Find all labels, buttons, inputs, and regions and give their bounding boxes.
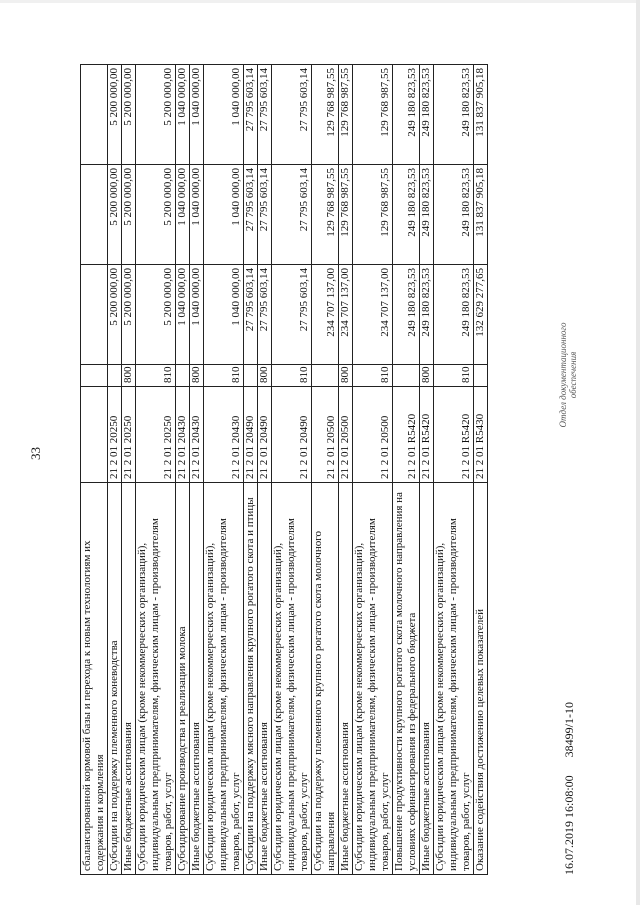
row-code xyxy=(81,387,108,483)
row-name: Субсидии юридическим лицам (кроме некоммерческих организаций), индивидуальным предпринимателям, физическим лицам - производителям товаров, работ, услуг xyxy=(434,483,474,875)
row-value-2019: 5 200 000,00 xyxy=(108,265,122,365)
row-kvr: 800 xyxy=(339,365,353,387)
row-name: Субсидии юридическим лицам (кроме некоммерческих организаций), индивидуальным предпринимателям, физическим лицам - производителям товаров, работ, услуг xyxy=(136,483,176,875)
row-value-2020: 131 837 905,18 xyxy=(474,165,488,265)
row-name: Иные бюджетные ассигнования xyxy=(339,483,353,875)
row-code: 21 2 01 20500 xyxy=(312,387,339,483)
table-row xyxy=(312,65,339,875)
row-name: сбалансированной кормовой базы и перехода к новым технологиям их содержания и кормления xyxy=(81,483,108,875)
row-value-2021: 249 180 823,53 xyxy=(434,65,474,165)
row-kvr xyxy=(176,365,190,387)
row-kvr: 800 xyxy=(258,365,272,387)
row-kvr xyxy=(81,365,108,387)
row-value-2019: 234 707 137,00 xyxy=(312,265,339,365)
row-kvr xyxy=(474,365,488,387)
row-code: 21 2 01 R5420 xyxy=(420,387,434,483)
table-row xyxy=(272,65,312,875)
table-row xyxy=(122,65,136,875)
row-value-2021: 5 200 000,00 xyxy=(108,65,122,165)
row-name: Субсидии юридическим лицам (кроме некоммерческих организаций), индивидуальным предпринимателям, физическим лицам - производителям товаров, работ, услуг xyxy=(272,483,312,875)
row-code: 21 2 01 20250 xyxy=(122,387,136,483)
document-id: 38499/1-10 xyxy=(562,701,576,758)
row-name: Субсидирование производства и реализации молока xyxy=(176,483,190,875)
row-name: Иные бюджетные ассигнования xyxy=(122,483,136,875)
row-value-2020: 5 200 000,00 xyxy=(122,165,136,265)
row-kvr: 810 xyxy=(204,365,244,387)
row-value-2021: 129 768 987,55 xyxy=(339,65,353,165)
row-name: Субсидии на поддержку племенного коневодства xyxy=(108,483,122,875)
row-value-2019: 132 629 277,65 xyxy=(474,265,488,365)
row-value-2020: 5 200 000,00 xyxy=(136,165,176,265)
row-kvr: 810 xyxy=(434,365,474,387)
row-code: 21 2 01 R5420 xyxy=(393,387,420,483)
table-row xyxy=(81,65,108,875)
table-row xyxy=(244,65,258,875)
row-name: Повышение продуктивности крупного рогатого скота молочного направления на условиях софинансирования из федерального бюджета xyxy=(393,483,420,875)
row-value-2021: 129 768 987,55 xyxy=(312,65,339,165)
row-value-2020: 249 180 823,53 xyxy=(434,165,474,265)
row-kvr: 810 xyxy=(136,365,176,387)
row-value-2019: 1 040 000,00 xyxy=(204,265,244,365)
row-value-2019: 249 180 823,53 xyxy=(420,265,434,365)
row-value-2020: 5 200 000,00 xyxy=(108,165,122,265)
row-kvr: 800 xyxy=(420,365,434,387)
row-code: 21 2 01 20490 xyxy=(258,387,272,483)
row-value-2021: 249 180 823,53 xyxy=(393,65,420,165)
row-value-2020: 27 795 603,14 xyxy=(272,165,312,265)
row-value-2019: 27 795 603,14 xyxy=(244,265,258,365)
row-name: Субсидии на поддержку племенного крупного рогатого скота молочного направления xyxy=(312,483,339,875)
row-value-2019: 234 707 137,00 xyxy=(353,265,393,365)
row-code: 21 2 01 20500 xyxy=(339,387,353,483)
rotated-page-content xyxy=(80,65,578,875)
table-row xyxy=(204,65,244,875)
row-code: 21 2 01 20490 xyxy=(244,387,258,483)
row-value-2019: 5 200 000,00 xyxy=(122,265,136,365)
row-code: 21 2 01 20430 xyxy=(176,387,190,483)
row-value-2020: 1 040 000,00 xyxy=(190,165,204,265)
row-name: Иные бюджетные ассигнования xyxy=(258,483,272,875)
row-code: 21 2 01 20250 xyxy=(136,387,176,483)
table-row xyxy=(393,65,420,875)
budget-table xyxy=(80,64,488,875)
row-value-2020: 249 180 823,53 xyxy=(393,165,420,265)
row-kvr: 810 xyxy=(272,365,312,387)
row-value-2019: 27 795 603,14 xyxy=(272,265,312,365)
row-value-2021: 5 200 000,00 xyxy=(136,65,176,165)
row-kvr: 810 xyxy=(353,365,393,387)
row-code: 21 2 01 20430 xyxy=(204,387,244,483)
row-name: Иные бюджетные ассигнования xyxy=(190,483,204,875)
table-row xyxy=(258,65,272,875)
row-value-2020: 27 795 603,14 xyxy=(244,165,258,265)
row-kvr xyxy=(244,365,258,387)
row-value-2021 xyxy=(81,65,108,165)
row-value-2020: 129 768 987,55 xyxy=(353,165,393,265)
row-value-2020: 1 040 000,00 xyxy=(176,165,190,265)
print-timestamp: 16.07.2019 16:08:00 xyxy=(562,775,576,875)
scan-top-edge xyxy=(0,0,640,3)
row-kvr xyxy=(312,365,339,387)
row-value-2019: 5 200 000,00 xyxy=(136,265,176,365)
row-value-2020: 27 795 603,14 xyxy=(258,165,272,265)
row-value-2019: 27 795 603,14 xyxy=(258,265,272,365)
row-code: 21 2 01 20430 xyxy=(190,387,204,483)
table-row xyxy=(420,65,434,875)
row-kvr: 800 xyxy=(122,365,136,387)
row-value-2021: 1 040 000,00 xyxy=(190,65,204,165)
row-kvr: 800 xyxy=(190,365,204,387)
row-code: 21 2 01 20250 xyxy=(108,387,122,483)
budget-table-body xyxy=(81,65,488,875)
table-row xyxy=(190,65,204,875)
row-name: Субсидии юридическим лицам (кроме некоммерческих организаций), индивидуальным предпринимателям, физическим лицам - производителям товаров, работ, услуг xyxy=(353,483,393,875)
print-stamp xyxy=(562,702,577,875)
row-value-2021: 1 040 000,00 xyxy=(204,65,244,165)
row-value-2020: 1 040 000,00 xyxy=(204,165,244,265)
row-value-2021: 27 795 603,14 xyxy=(258,65,272,165)
row-value-2021: 5 200 000,00 xyxy=(122,65,136,165)
table-row xyxy=(136,65,176,875)
row-value-2019: 249 180 823,53 xyxy=(434,265,474,365)
row-value-2019: 1 040 000,00 xyxy=(176,265,190,365)
row-value-2020: 129 768 987,55 xyxy=(312,165,339,265)
row-value-2019: 249 180 823,53 xyxy=(393,265,420,365)
table-row xyxy=(108,65,122,875)
row-name: Оказание содействия достижению целевых показателей xyxy=(474,483,488,875)
row-value-2020: 249 180 823,53 xyxy=(420,165,434,265)
row-value-2020 xyxy=(81,165,108,265)
row-name: Субсидии юридическим лицам (кроме некоммерческих организаций), индивидуальным предпринимателям, физическим лицам - производителям товаров, работ, услуг xyxy=(204,483,244,875)
row-code: 21 2 01 20490 xyxy=(272,387,312,483)
table-row xyxy=(339,65,353,875)
row-value-2019 xyxy=(81,265,108,365)
row-code: 21 2 01 R5430 xyxy=(474,387,488,483)
table-row xyxy=(474,65,488,875)
row-code: 21 2 01 R5420 xyxy=(434,387,474,483)
row-value-2021: 27 795 603,14 xyxy=(244,65,258,165)
table-row xyxy=(434,65,474,875)
table-row xyxy=(176,65,190,875)
row-name: Субсидии на поддержку мясного направления крупного рогатого скота и птицы xyxy=(244,483,258,875)
row-value-2021: 249 180 823,53 xyxy=(420,65,434,165)
table-row xyxy=(353,65,393,875)
row-name: Иные бюджетные ассигнования xyxy=(420,483,434,875)
row-code: 21 2 01 20500 xyxy=(353,387,393,483)
row-value-2020: 129 768 987,55 xyxy=(339,165,353,265)
page-number: 33 xyxy=(28,447,43,460)
footer xyxy=(558,65,588,875)
row-kvr xyxy=(393,365,420,387)
row-value-2021: 129 768 987,55 xyxy=(353,65,393,165)
row-value-2021: 1 040 000,00 xyxy=(176,65,190,165)
row-value-2021: 27 795 603,14 xyxy=(272,65,312,165)
row-kvr xyxy=(108,365,122,387)
row-value-2019: 234 707 137,00 xyxy=(339,265,353,365)
department-mark: Отдел документационного обеспечения xyxy=(558,322,578,428)
row-value-2019: 1 040 000,00 xyxy=(190,265,204,365)
row-value-2021: 131 837 905,18 xyxy=(474,65,488,165)
scan-right-edge xyxy=(636,0,640,905)
